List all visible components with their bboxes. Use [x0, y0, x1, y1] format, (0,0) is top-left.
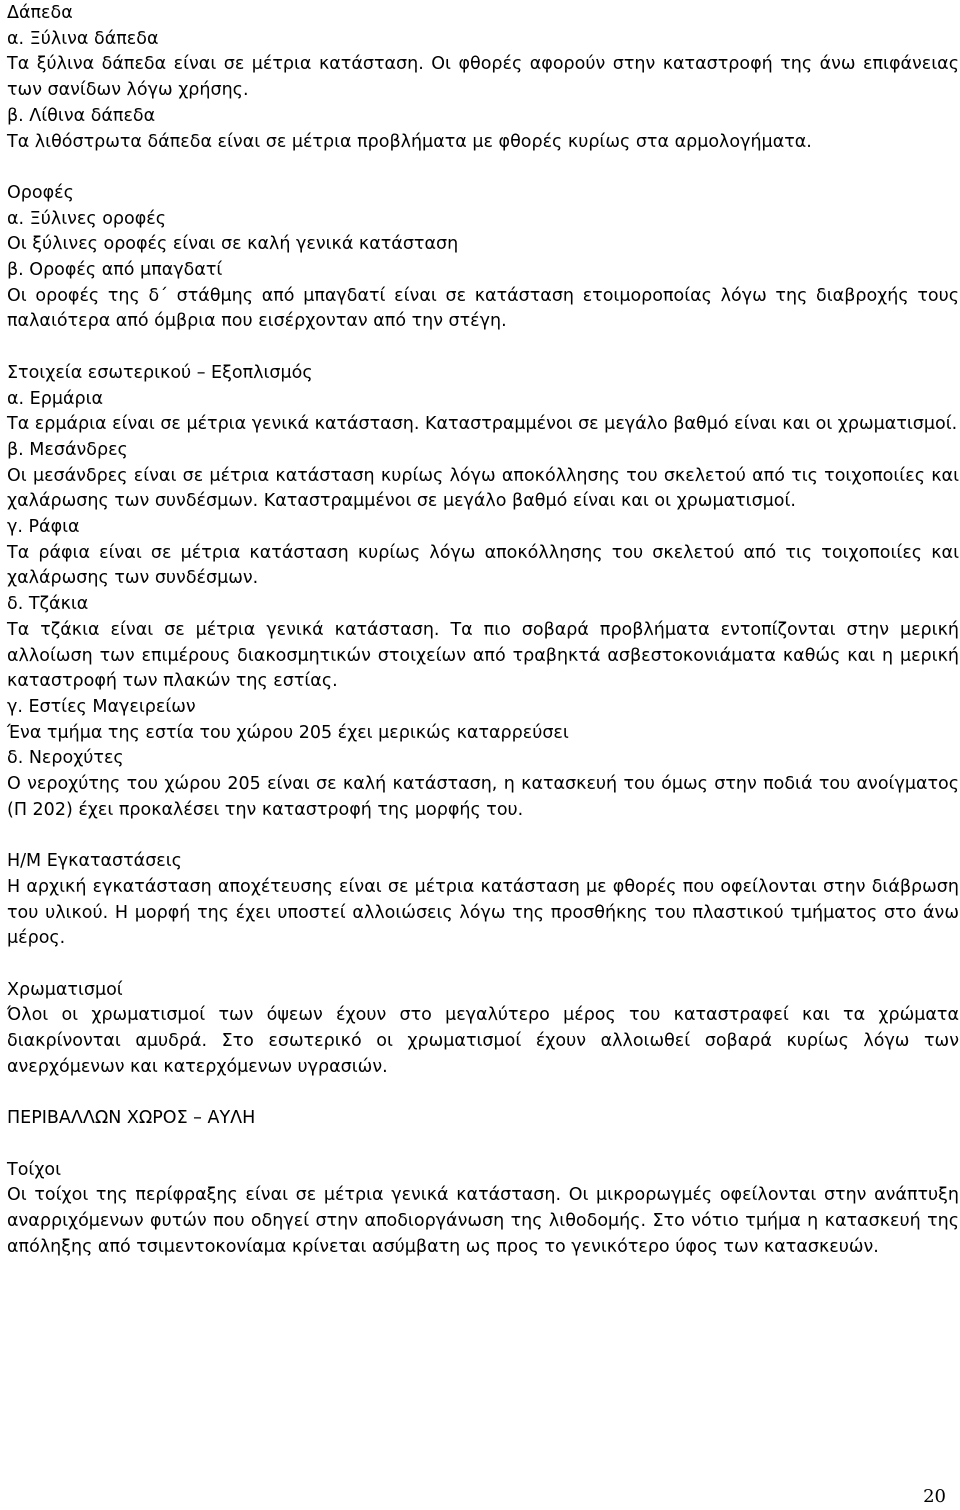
sinks-title: δ. Νεροχύτες [7, 748, 124, 769]
spacer [7, 823, 959, 849]
shelves-title: γ. Ράφια [7, 517, 80, 538]
floors-wooden-title: α. Ξύλινα δάπεδα [7, 28, 159, 49]
paint-text: Όλοι οι χρωματισμοί των όψεων έχουν στο μεγαλύτερο μέρος του καταστραφεί και τα χρώματα διακρίνονται αμυδρά. Στο εσωτερικό οι χρωματισμοί έχουν αλλοιωθεί σοβαρά κυρίως λόγω των ανερχόμενων και κατερχόμενων υγρασιών. [7, 1005, 959, 1077]
ceilings-wooden-text: Οι ξύλινες οροφές είναι σε καλή γενικά κατάσταση [7, 234, 459, 255]
fireplaces-title: δ. Τζάκια [7, 594, 89, 615]
floors-wooden-text: Τα ξύλινα δάπεδα είναι σε μέτρια κατάσταση. Οι φθορές αφορούν στην καταστροφή της άνω επιφάνειας των σανίδων λόγω χρήσης. [7, 54, 959, 101]
electrical-heading: Η/Μ Εγκαταστάσεις [7, 851, 182, 872]
equipment-heading: Στοιχεία εσωτερικού – Εξοπλισμός [7, 362, 313, 383]
sinks-text: Ο νεροχύτης του χώρου 205 είναι σε καλή κατάσταση, η κατασκευή του όμως στην ποδιά του ανοίγματος (Π 202) έχει προκαλέσει την καταστροφή της μορφής του. [7, 774, 959, 820]
floors-heading: Δάπεδα [7, 3, 73, 23]
ceilings-bagdati-title: β. Οροφές από μπαγδατί [7, 260, 223, 281]
floors-stone-text: Τα λιθόστρωτα δάπεδα είναι σε μέτρια προβλήματα με φθορές κυρίως στα αρμολογήματα. [7, 131, 812, 152]
cupboards-text: Τα ερμάρια είναι σε μέτρια γενικά κατάσταση. Καταστραμμένοι σε μεγάλο βαθμό είναι και οι χρωματισμοί. [7, 414, 958, 435]
ceilings-wooden-title: α. Ξύλινες οροφές [7, 208, 166, 229]
partitions-title: β. Μεσάνδρες [7, 439, 128, 460]
kitchen-hearths-title: γ. Εστίες Μαγειρείων [7, 696, 196, 717]
document-body [7, 1, 959, 1260]
ceilings-heading: Οροφές [7, 182, 74, 203]
floors-stone-title: β. Λίθινα δάπεδα [7, 105, 156, 126]
spacer [7, 335, 959, 361]
spacer [7, 952, 959, 978]
environment-heading: ΠΕΡΙΒΑΛΛΩΝ ΧΩΡΟΣ – ΑΥΛΗ [7, 1108, 256, 1129]
kitchen-hearths-text: Ένα τμήμα της εστία του χώρου 205 έχει μερικώς καταρρεύσει [7, 722, 569, 743]
page-number: 20 [923, 1486, 946, 1507]
partitions-text: Οι μεσάνδρες είναι σε μέτρια κατάσταση κυρίως λόγω αποκόλλησης του σκελετού από τις τοιχοποιίες και χαλάρωσης των συνδέσμων. Καταστραμμένοι σε μεγάλο βαθμό είναι και οι χρωματισμοί. [7, 465, 959, 512]
electrical-text: Η αρχική εγκατάσταση αποχέτευσης είναι σε μέτρια κατάσταση με φθορές που οφείλονται στην διάβρωση του υλικού. Η μορφή της έχει υποστεί αλλοιώσεις λόγω της προσθήκης του πλαστικού τμήματος στο άνω μέρος. [7, 876, 959, 949]
walls-text: Οι τοίχοι της περίφραξης είναι σε μέτρια γενικά κατάσταση. Οι μικρορωγμές οφείλονται στην ανάπτυξη αναρριχόμενων φυτών που οδηγεί στην αποδιοργάνωση της λιθοδομής. Στο νότιο τμήμα η κατασκευή της απόληξης από τσιμεντοκονίαμα κρίνεται ασύμβατη ως προς το γενικότερο ύφος των κατασκευών. [7, 1185, 959, 1257]
shelves-text: Τα ράφια είναι σε μέτρια κατάσταση κυρίως λόγω αποκόλλησης του σκελετού από τις τοιχοποιίες και χαλάρωσης των συνδέσμων. [7, 542, 959, 589]
cupboards-title: α. Ερμάρια [7, 388, 104, 409]
spacer [7, 1132, 959, 1158]
paint-heading: Χρωματισμοί [7, 979, 123, 1000]
ceilings-bagdati-text: Οι οροφές της δ΄ στάθμης από μπαγδατί είναι σε κατάσταση ετοιμοροποίας λόγω της διαβροχής τους παλαιότερα από όμβρια που εισέρχονταν από την στέγη. [7, 285, 959, 332]
spacer [7, 155, 959, 181]
fireplaces-text: Τα τζάκια είναι σε μέτρια γενικά κατάσταση. Τα πιο σοβαρά προβλήματα εντοπίζονται στην μερική αλλοίωση των επιμέρους διακοσμητικών στοιχείων από τραβηκτά ασβεστοκονιάματα καθώς και η μερική καταστροφή των πλακών της εστίας. [7, 619, 959, 692]
spacer [7, 1080, 959, 1106]
walls-heading: Τοίχοι [7, 1159, 62, 1180]
